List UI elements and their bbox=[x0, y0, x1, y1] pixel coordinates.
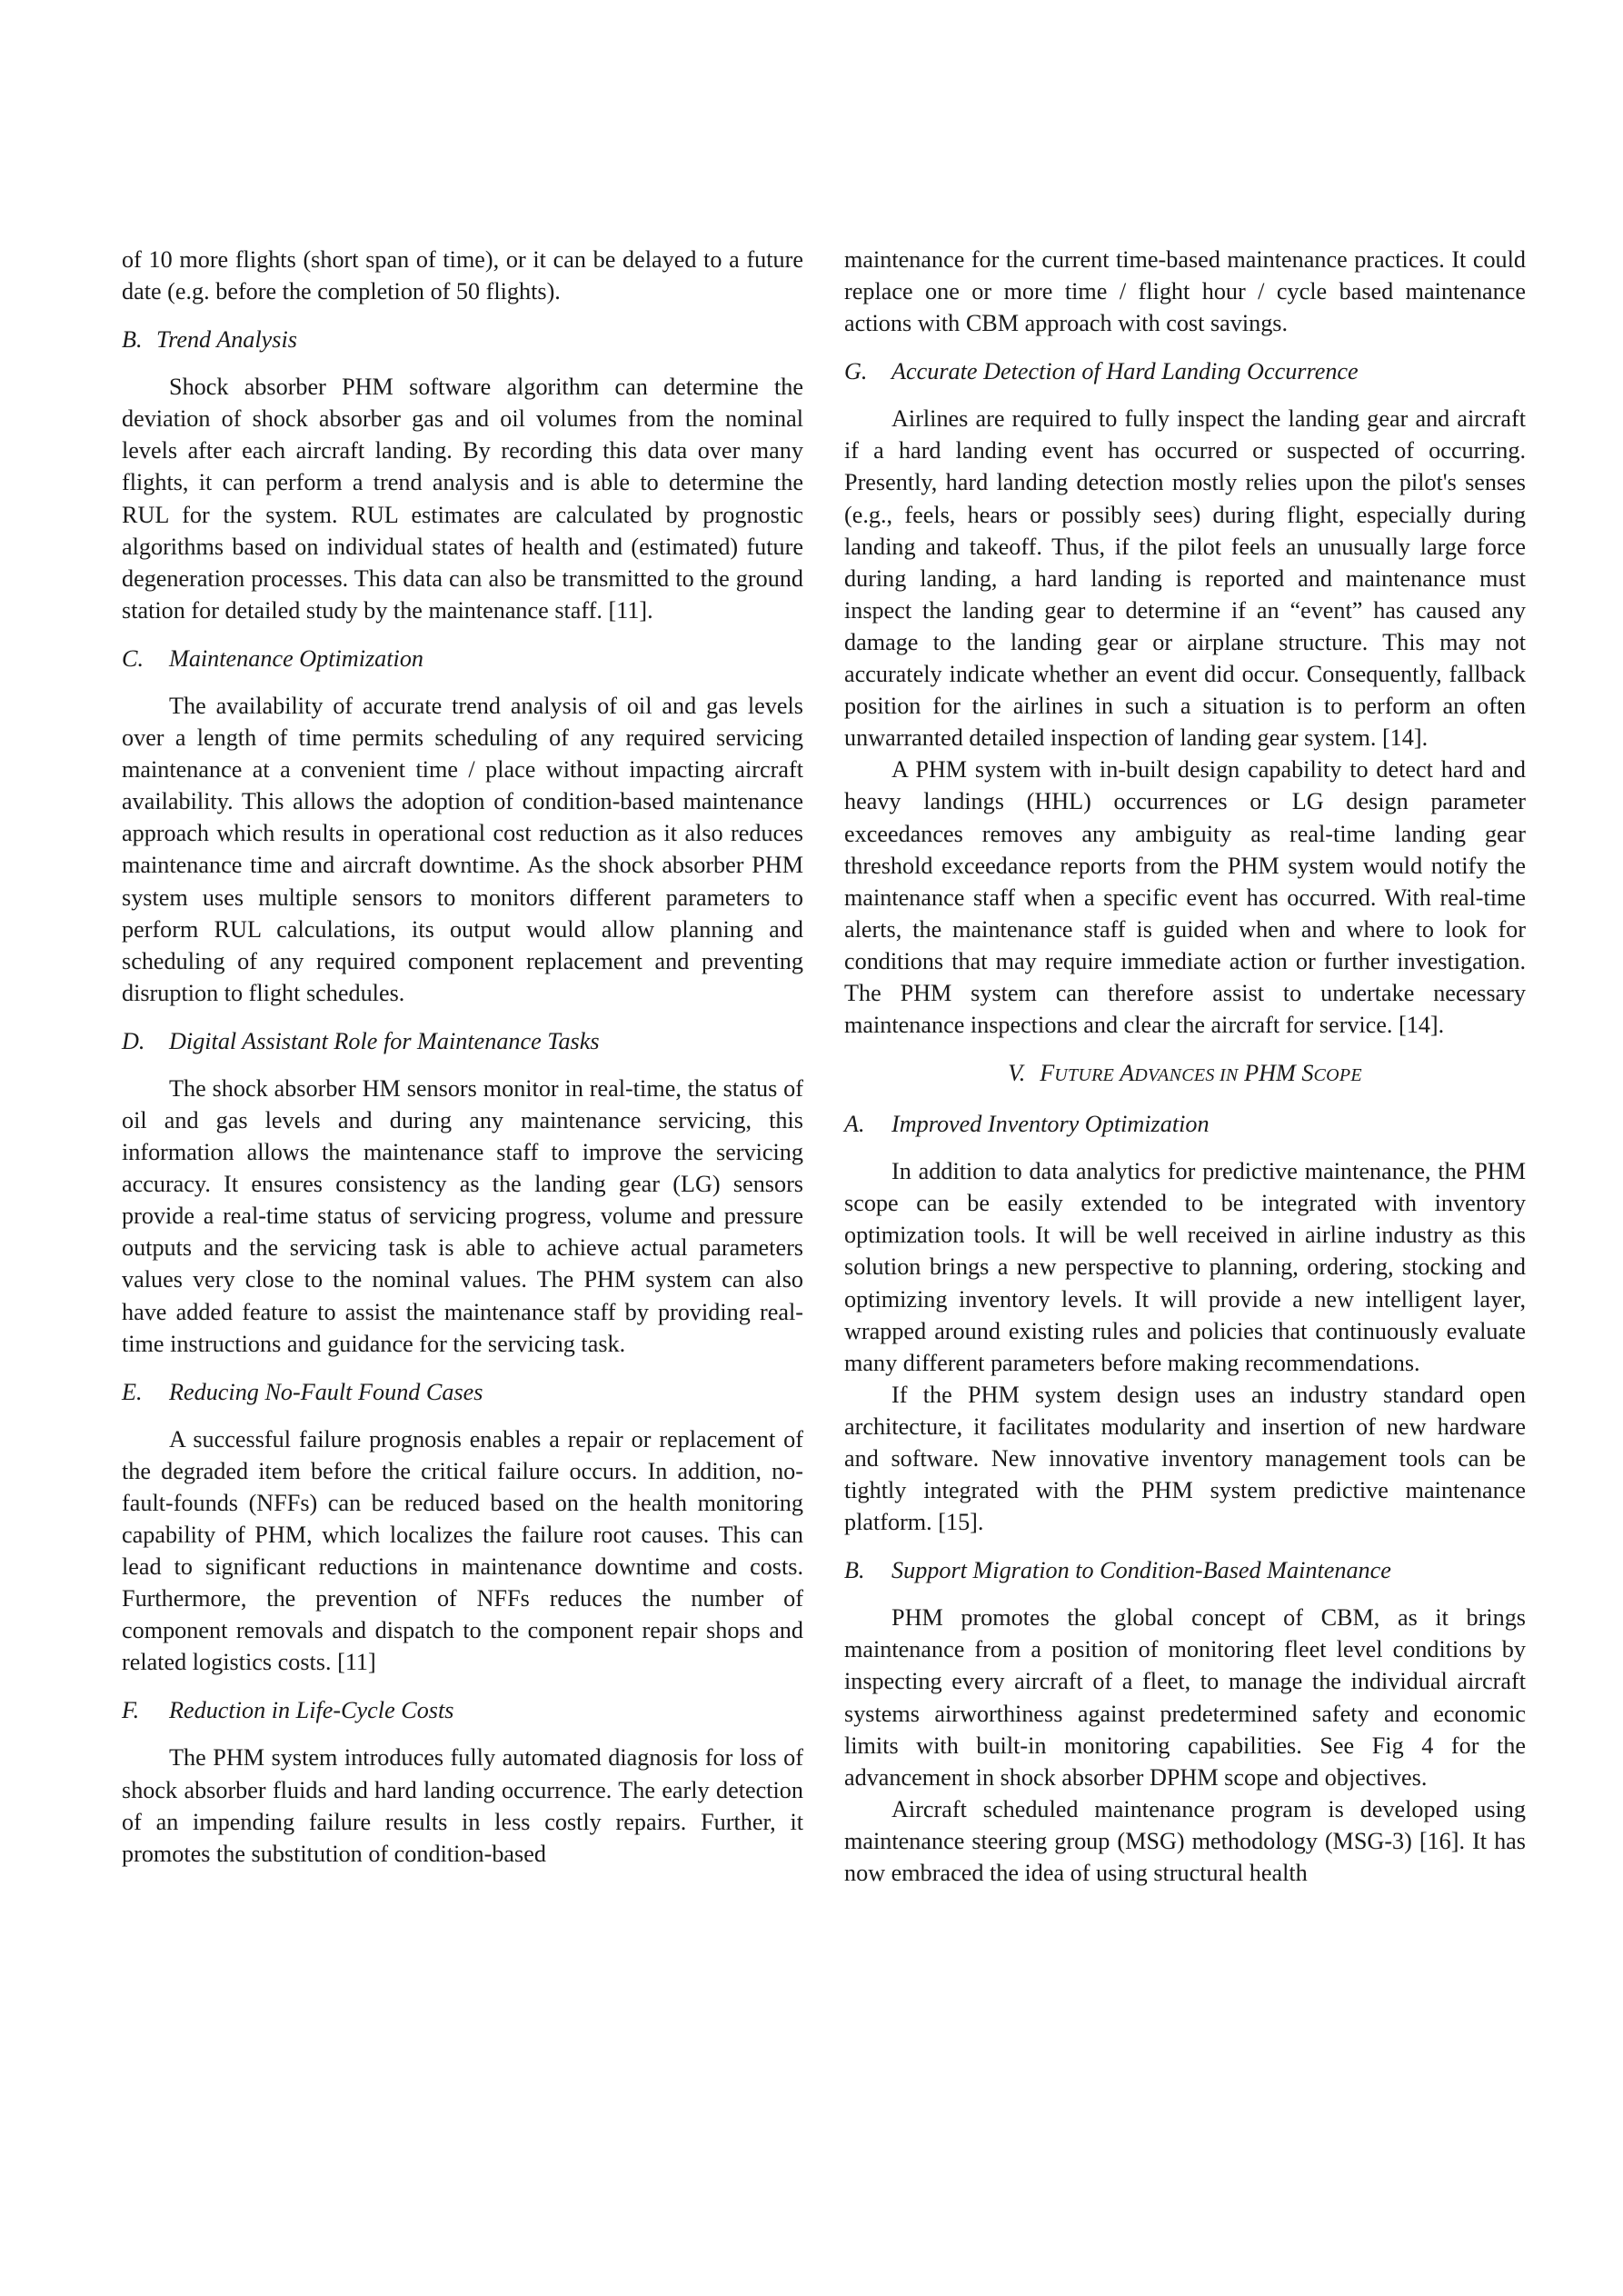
paragraph: Airlines are required to fully inspect the landing gear and aircraft if a hard landing event has occurred or suspected of occurring. Presently, hard landing detection mostly relies upon the pilot's senses (e.g., feels, hears or possibly sees) during flight, especially during landing and takeoff. Thus, if the pilot feels an unusually large force during landing, a hard landing is reported and maintenance must inspect the landing gear to determine if an “event” has caused any damage to the landing gear or airplane structure. This may not accurately indicate whether an event did occur. Consequently, fallback position for the airlines in such a situation is to perform an often unwarranted detailed inspection of landing gear system. [14]. bbox=[844, 405, 1526, 752]
subsection-title: Accurate Detection of Hard Landing Occurrence bbox=[891, 358, 1359, 385]
paragraph-continued: maintenance for the current time-based maintenance practices. It could replace one or more time / flight hour / cycle based maintenance actions with CBM approach with cost savings. bbox=[844, 246, 1526, 337]
subsection-heading-inventory-optimization bbox=[844, 1108, 1526, 1140]
subsection-heading-life-cycle-costs bbox=[122, 1694, 803, 1726]
paragraph: PHM promotes the global concept of CBM, as it brings maintenance from a position of monitoring fleet level conditions by inspecting every aircraft of a fleet, to manage the individual aircraft systems airworthiness against predetermined safety and economic limits with built-in monitoring capabilities. See Fig 4 for the advancement in shock absorber DPHM scope and objectives. bbox=[844, 1604, 1526, 1791]
paragraph: Shock absorber PHM software algorithm can determine the deviation of shock absorber gas and oil volumes from the nominal levels after each aircraft landing. By recording this data over many flights, it can perform a trend analysis and is able to determine the RUL for the system. RUL estimates are calculated by prognostic algorithms based on individual states of health and (estimated) future degeneration processes. This data can also be transmitted to the ground station for detailed study by the maintenance staff. [11]. bbox=[122, 374, 803, 624]
subsection-title: Reducing No-Fault Found Cases bbox=[169, 1378, 483, 1405]
subsection-heading-trend-analysis bbox=[122, 324, 803, 355]
subsection-number: B. bbox=[844, 1557, 865, 1584]
subsection-title: Trend Analysis bbox=[156, 326, 297, 354]
subsection-heading-digital-assistant bbox=[122, 1025, 803, 1057]
left-column bbox=[122, 244, 803, 1870]
subsection-title: Digital Assistant Role for Maintenance Tasks bbox=[169, 1027, 600, 1054]
paragraph: Aircraft scheduled maintenance program is developed using maintenance steering group (MSG) methodology (MSG-3) [16]. It has now embraced the idea of using structural health bbox=[844, 1795, 1526, 1887]
subsection-heading-hard-landing bbox=[844, 355, 1526, 387]
subsection-heading-no-fault-found bbox=[122, 1376, 803, 1408]
paragraph: If the PHM system design uses an industry standard open architecture, it facilitates modularity and insertion of new hardware and software. New innovative inventory management tools can be tightly integrated with the PHM system predictive maintenance platform. [15]. bbox=[844, 1381, 1526, 1536]
section-heading-future-advances bbox=[844, 1057, 1526, 1092]
subsection-heading-maintenance-optimization bbox=[122, 643, 803, 674]
subsection-number: D. bbox=[122, 1027, 145, 1054]
paragraph-continued: of 10 more flights (short span of time), or it can be delayed to a future date (e.g. before the completion of 50 flights). bbox=[122, 246, 803, 305]
subsection-heading-cbm-migration bbox=[844, 1554, 1526, 1586]
paragraph: A PHM system with in-built design capability to detect hard and heavy landings (HHL) occurrences or LG design parameter exceedances removes any ambiguity as real-time landing gear threshold exceedance reports from the PHM system would notify the maintenance staff when a specific event has occurred. With real-time alerts, the maintenance staff is guided when and where to look for conditions that may require immediate action or further investigation. The PHM system can therefore assist to undertake necessary maintenance inspections and clear the aircraft for service. [14]. bbox=[844, 756, 1526, 1039]
section-number: V. bbox=[1008, 1060, 1026, 1087]
paragraph: In addition to data analytics for predictive maintenance, the PHM scope can be easily extended to be integrated with inventory optimization tools. It will be well received in airline industry as this solution brings a new perspective to planning, ordering, stocking and optimizing inventory levels. It will provide a new intelligent layer, wrapped around existing rules and policies that continuously evaluate many different parameters before making recommendations. bbox=[844, 1158, 1526, 1376]
paragraph: The PHM system introduces fully automated diagnosis for loss of shock absorber fluids and hard landing occurrence. The early detection of an impending failure results in less costly repairs. Further, it promotes the substitution of condition-based bbox=[122, 1744, 803, 1867]
subsection-title: Reduction in Life-Cycle Costs bbox=[169, 1697, 454, 1724]
subsection-number: A. bbox=[844, 1111, 865, 1138]
subsection-number: C. bbox=[122, 644, 144, 672]
subsection-title: Improved Inventory Optimization bbox=[891, 1111, 1210, 1138]
paragraph: The availability of accurate trend analysis of oil and gas levels over a length of time permits scheduling of any required servicing maintenance at a convenient time / place without impacting aircraft availability. This allows the adoption of condition-based maintenance approach which results in operational cost reduction as it also reduces maintenance time and aircraft downtime. As the shock absorber PHM system uses multiple sensors to monitors different parameters to perform RUL calculations, its output would allow planning and scheduling of any required component replacement and preventing disruption to flight schedules. bbox=[122, 692, 803, 1006]
subsection-title: Maintenance Optimization bbox=[169, 644, 424, 672]
section-title: FUTURE ADVANCES IN PHM SCOPE bbox=[1040, 1060, 1362, 1087]
subsection-number: B. bbox=[122, 326, 143, 354]
paragraph: A successful failure prognosis enables a repair or replacement of the degraded item before the critical failure occurs. In addition, no-fault-founds (NFFs) can be reduced based on the health monitoring capability of PHM, which localizes the failure root causes. This can lead to significant reductions in maintenance downtime and costs. Furthermore, the prevention of NFFs reduces the number of component removals and dispatch to the component repair shops and related logistics costs. [11] bbox=[122, 1425, 803, 1676]
subsection-number: E. bbox=[122, 1378, 143, 1405]
subsection-number: F. bbox=[122, 1697, 140, 1724]
paragraph: The shock absorber HM sensors monitor in real-time, the status of oil and gas levels and during any maintenance servicing, this information allows the maintenance staff to improve the servicing accuracy. It ensures consistency as the landing gear (LG) sensors provide a real-time status of servicing progress, volume and pressure outputs and the servicing task is able to achieve actual parameters values very close to the nominal values. The PHM system can also have added feature to assist the maintenance staff by providing real-time instructions and guidance for the servicing task. bbox=[122, 1074, 803, 1357]
right-column bbox=[844, 244, 1526, 1889]
subsection-title: Support Migration to Condition-Based Maintenance bbox=[891, 1557, 1391, 1584]
subsection-number: G. bbox=[844, 358, 868, 385]
